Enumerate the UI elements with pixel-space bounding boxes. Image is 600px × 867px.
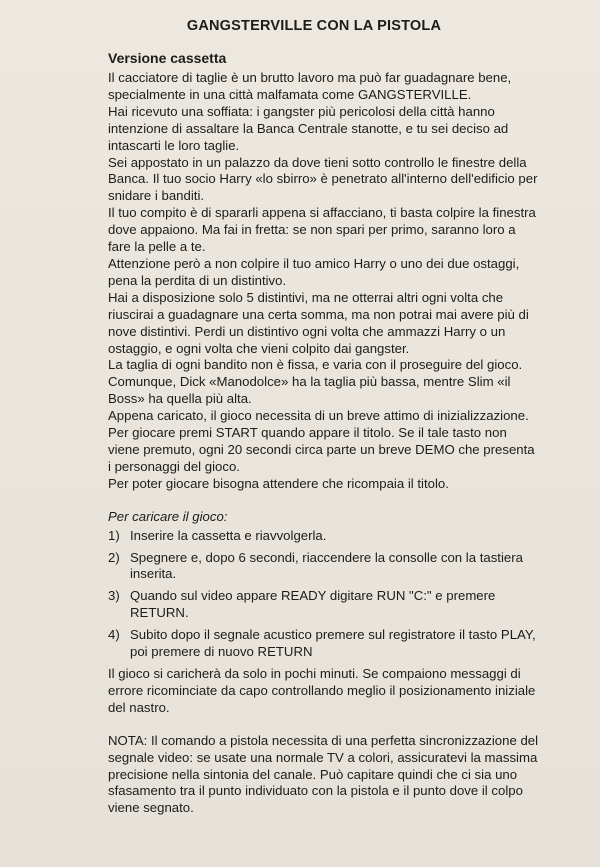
paragraph: Il tuo compito è di spararli appena si affacciano, ti basta colpire la finestra dove appaiono. Ma fai in fretta: se non spari per primo, saranno loro a fare la pelle a te. (108, 205, 536, 255)
step-text: Subito dopo il segnale acustico premere sul registratore il tasto PLAY, poi premere di nuovo RETURN (130, 627, 536, 660)
paragraph: Il cacciatore di taglie è un brutto lavoro ma può far guadagnare bene, specialmente in una città malfamata come GANGSTERVILLE. (108, 70, 512, 102)
paragraph: La taglia di ogni bandito non è fissa, e varia con il proseguire del gioco. (108, 357, 523, 373)
paragraph: Hai a disposizione solo 5 distintivi, ma ne otterrai altri ogni volta che riuscirai a guadagnare una certa somma, ma non potrai mai avere più di nove distintivi. Perdi un distintivo ogni volta che ammazzi Harry o un ostaggio, e ogni volta che vieni colpito dai gangster. (108, 289, 529, 356)
loading-result-paragraph: Il gioco si caricherà da solo in pochi minuti. Se compaiono messaggi di errore ricominciate da capo controllando meglio il posizionamento iniziale del nastro. (108, 666, 536, 715)
list-item (108, 588, 540, 622)
list-item (108, 550, 540, 584)
step-number: 3) (108, 588, 120, 604)
paragraph: Comunque, Dick «Manodolce» ha la taglia più bassa, mentre Slim «il Boss» ha quella più alta. (108, 374, 511, 407)
list-item (108, 627, 540, 661)
loading-subheading: Per caricare il gioco: (108, 508, 228, 524)
step-text: Spegnere e, dopo 6 secondi, riaccendere la consolle con la tastiera inserita. (130, 549, 523, 582)
paragraph: Attenzione però a non colpire il tuo amico Harry o uno dei due ostaggi, pena la perdita di un distintivo. (108, 255, 520, 288)
step-text: Inserire la cassetta e riavvolgerla. (130, 527, 327, 543)
section-heading: Versione cassetta (108, 50, 227, 66)
paragraph: Sei appostato in un palazzo da dove tieni sotto controllo le finestre della Banca. Il tuo socio Harry «lo sbirro» è penetrato all'interno dell'edificio per snidare i banditi. (108, 154, 538, 204)
note-paragraph: NOTA: Il comando a pistola necessita di una perfetta sincronizzazione del segnale video: se usate una normale TV a colori, assicuratevi la massima precisione nella sintonia del canale. Può capitare quindi che ci sia uno sfasamento tra il punto individuato con la pistola e il punto dove il colpo viene segnato. (108, 732, 539, 816)
paragraph: Per poter giocare bisogna attendere che ricompaia il titolo. (108, 475, 449, 491)
step-text: Quando sul video appare READY digitare RUN "C:" e premere RETURN. (130, 588, 496, 621)
step-number: 4) (108, 627, 120, 643)
step-number: 2) (108, 549, 120, 565)
page-title: GANGSTERVILLE CON LA PISTOLA (186, 18, 442, 34)
step-number: 1) (108, 527, 120, 543)
loading-steps-list (108, 528, 540, 661)
paragraph: Appena caricato, il gioco necessita di un breve attimo di inizializzazione. Per giocare premi START quando appare il titolo. Se il tale tasto non viene premuto, ogni 20 secondi circa parte un breve DEMO che presenta i personaggi del gioco. (108, 408, 535, 474)
list-item (108, 528, 540, 545)
paragraph: Hai ricevuto una soffiata: i gangster più pericolosi della città hanno intenzione di assaltare la Banca Centrale stanotte, e tu sei deciso ad intascarti le loro taglie. (108, 103, 509, 153)
spacer (108, 493, 540, 509)
